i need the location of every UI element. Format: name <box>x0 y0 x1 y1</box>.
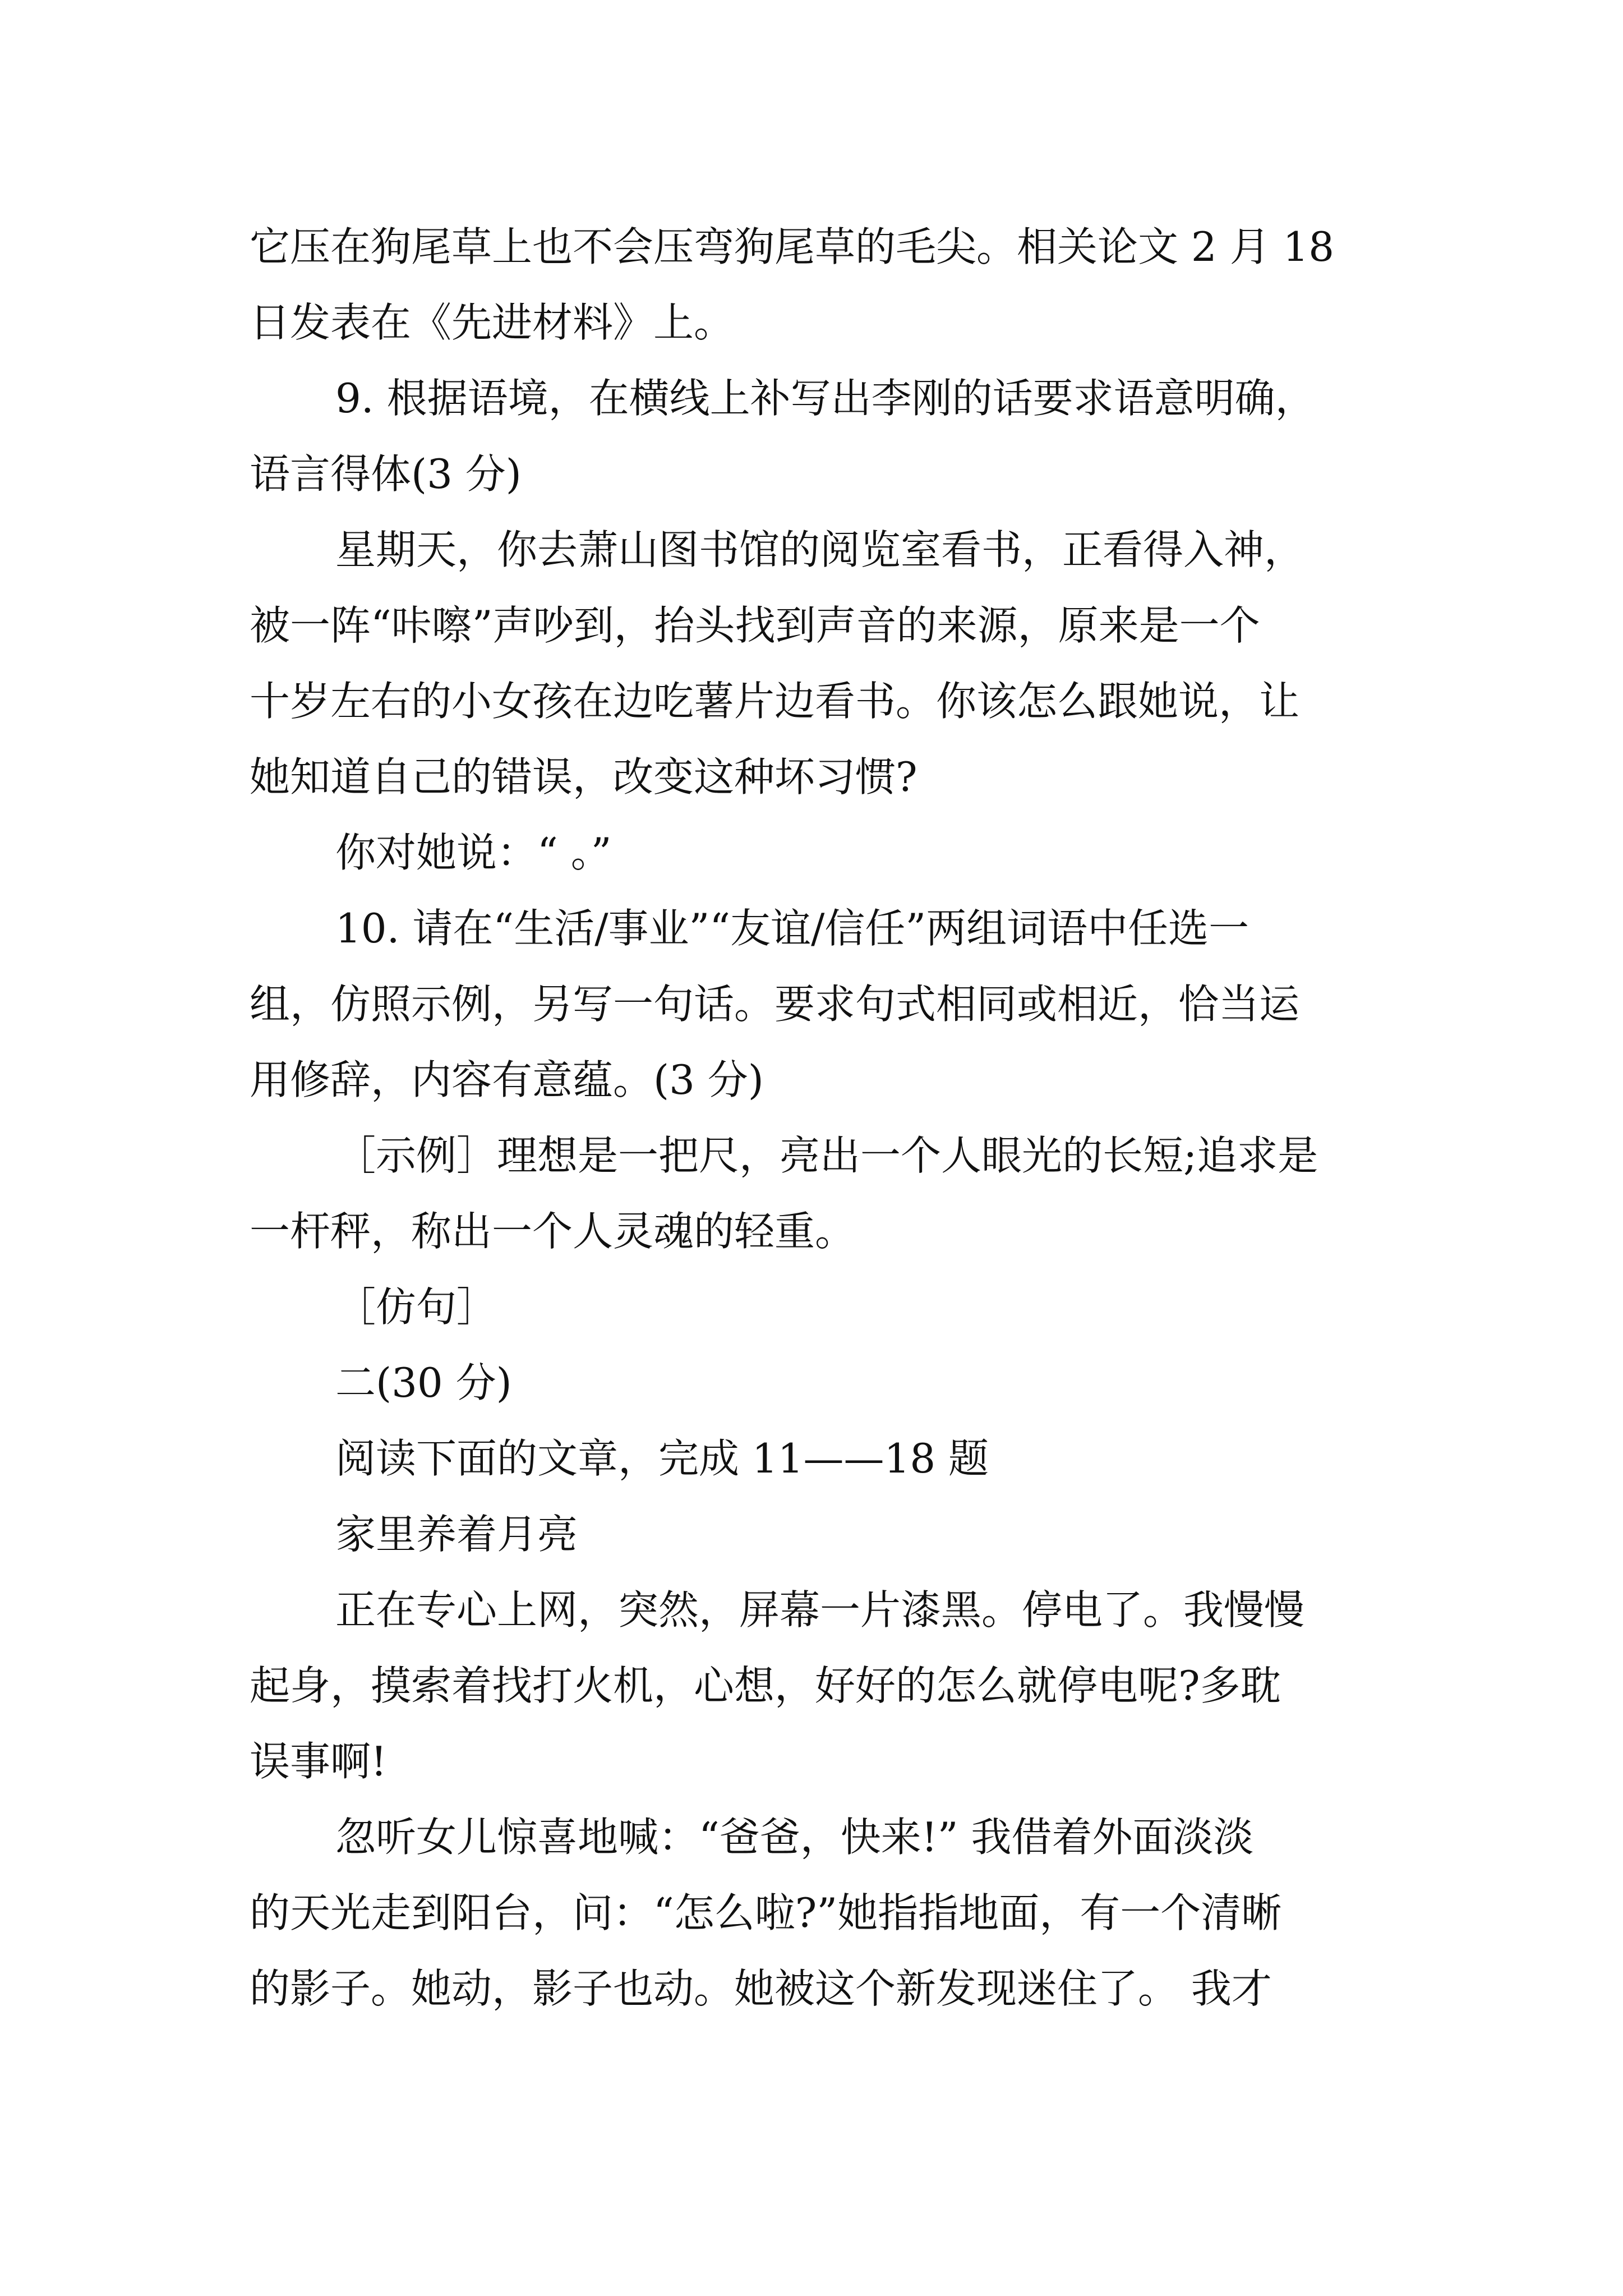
text-line: 的影子。她动，影子也动。她被这个新发现迷住了。 我才 <box>250 1965 1272 2012</box>
text-line: 二(30 分) <box>335 1359 512 1406</box>
text-line: 9. 根据语境，在横线上补写出李刚的话要求语意明确， <box>335 375 1316 422</box>
text-line: 日发表在《先进材料》上。 <box>250 299 735 346</box>
text-line: 起身，摸索着找打火机，心想，好好的怎么就停电呢?多耽 <box>250 1662 1281 1709</box>
text-line: 组，仿照示例，另写一句话。要求句式相同或相近，恰当运 <box>250 981 1300 1028</box>
text-line: 十岁左右的小女孩在边吃薯片边看书。你该怎么跟她说，让 <box>250 678 1300 725</box>
text-line: 正在专心上网，突然，屏幕一片漆黑。停电了。我慢慢 <box>335 1586 1305 1634</box>
text-line: 阅读下面的文章，完成 11——18 题 <box>335 1435 989 1482</box>
text-line: 家里养着月亮 <box>335 1511 578 1558</box>
text-line: 被一阵“咔嚓”声吵到，抬头找到声音的来源，原来是一个 <box>250 602 1260 649</box>
text-line: 你对她说：“ 。” <box>335 829 612 876</box>
text-line: 一杆秤，称出一个人灵魂的轻重。 <box>250 1208 856 1255</box>
text-line: 它压在狗尾草上也不会压弯狗尾草的毛尖。相关论文 2 月 18 <box>250 223 1335 270</box>
text-line: 星期天，你去萧山图书馆的阅览室看书，正看得入神， <box>335 526 1305 573</box>
text-line: 语言得体(3 分) <box>250 450 522 498</box>
text-line: 用修辞，内容有意蕴。(3 分) <box>250 1056 764 1103</box>
text-line: 误事啊! <box>250 1738 387 1785</box>
text-line: 她知道自己的错误，改变这种坏习惯? <box>250 753 917 800</box>
text-line: 10. 请在“生活/事业”“友谊/信任”两组词语中任选一 <box>335 905 1249 952</box>
text-line: ［示例］理想是一把尺，亮出一个人眼光的长短;追求是 <box>335 1132 1318 1179</box>
text-line: 忽听女儿惊喜地喊：“爸爸，快来!” 我借着外面淡淡 <box>335 1814 1254 1861</box>
text-line: 的天光走到阳台，问：“怎么啦?”她指指地面，有一个清晰 <box>250 1889 1282 1936</box>
text-line: ［仿句］ <box>335 1283 497 1331</box>
